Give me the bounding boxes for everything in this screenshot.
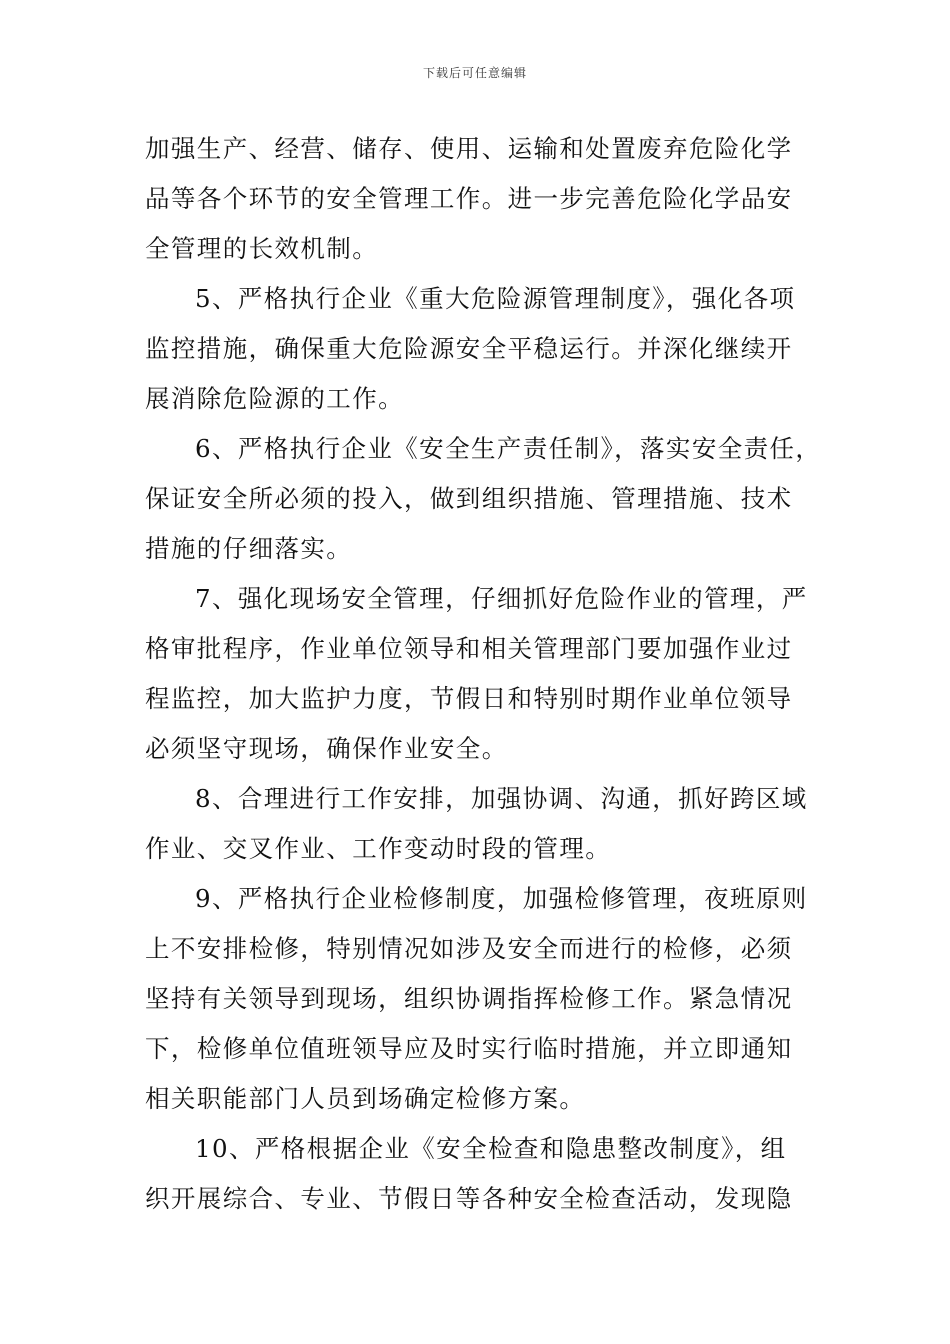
text-line: 作业、交叉作业、工作变动时段的管理。 (145, 834, 612, 863)
text-line: 上不安排检修，特别情况如涉及安全而进行的检修，必须 (145, 934, 793, 963)
paragraph (145, 774, 810, 874)
text-line: 加强生产、经营、储存、使用、运输和处置废弃危险化学 (145, 134, 793, 163)
text-line: 下，检修单位值班领导应及时实行临时措施，并立即通知 (145, 1034, 793, 1063)
paragraph (145, 124, 810, 274)
text-line: 程监控，加大监护力度，节假日和特别时期作业单位领导 (145, 684, 793, 713)
text-line: 5、严格执行企业《重大危险源管理制度》，强化各项 (195, 284, 796, 313)
text-line: 7、强化现场安全管理，仔细抓好危险作业的管理，严 (195, 584, 808, 613)
text-line: 措施的仔细落实。 (145, 534, 353, 563)
text-line: 织开展综合、专业、节假日等各种安全检查活动，发现隐 (145, 1184, 793, 1213)
text-line: 9、严格执行企业检修制度，加强检修管理，夜班原则 (195, 884, 808, 913)
text-line: 必须坚守现场，确保作业安全。 (145, 734, 508, 763)
text-line: 全管理的长效机制。 (145, 234, 379, 263)
document-body (145, 124, 822, 1224)
page-header: 下载后可任意编辑 (422, 66, 527, 80)
text-line: 10、严格根据企业《安全检查和隐患整改制度》，组 (195, 1134, 787, 1163)
paragraph (145, 1124, 810, 1224)
text-line: 8、合理进行工作安排，加强协调、沟通，抓好跨区域 (195, 784, 808, 813)
paragraph (145, 574, 810, 774)
paragraph (145, 424, 822, 574)
text-line: 监控措施，确保重大危险源安全平稳运行。并深化继续开 (145, 334, 793, 363)
paragraph (145, 274, 810, 424)
text-line: 保证安全所必须的投入，做到组织措施、管理措施、技术 (145, 484, 793, 513)
text-line: 相关职能部门人员到场确定检修方案。 (145, 1084, 586, 1113)
text-line: 品等各个环节的安全管理工作。进一步完善危险化学品安 (145, 184, 793, 213)
text-line: 展消除危险源的工作。 (145, 384, 404, 413)
text-line: 6、严格执行企业《安全生产责任制》，落实安全责任， (195, 434, 822, 463)
paragraph (145, 874, 810, 1124)
text-line: 格审批程序，作业单位领导和相关管理部门要加强作业过 (145, 634, 793, 663)
text-line: 坚持有关领导到现场，组织协调指挥检修工作。紧急情况 (145, 984, 793, 1013)
